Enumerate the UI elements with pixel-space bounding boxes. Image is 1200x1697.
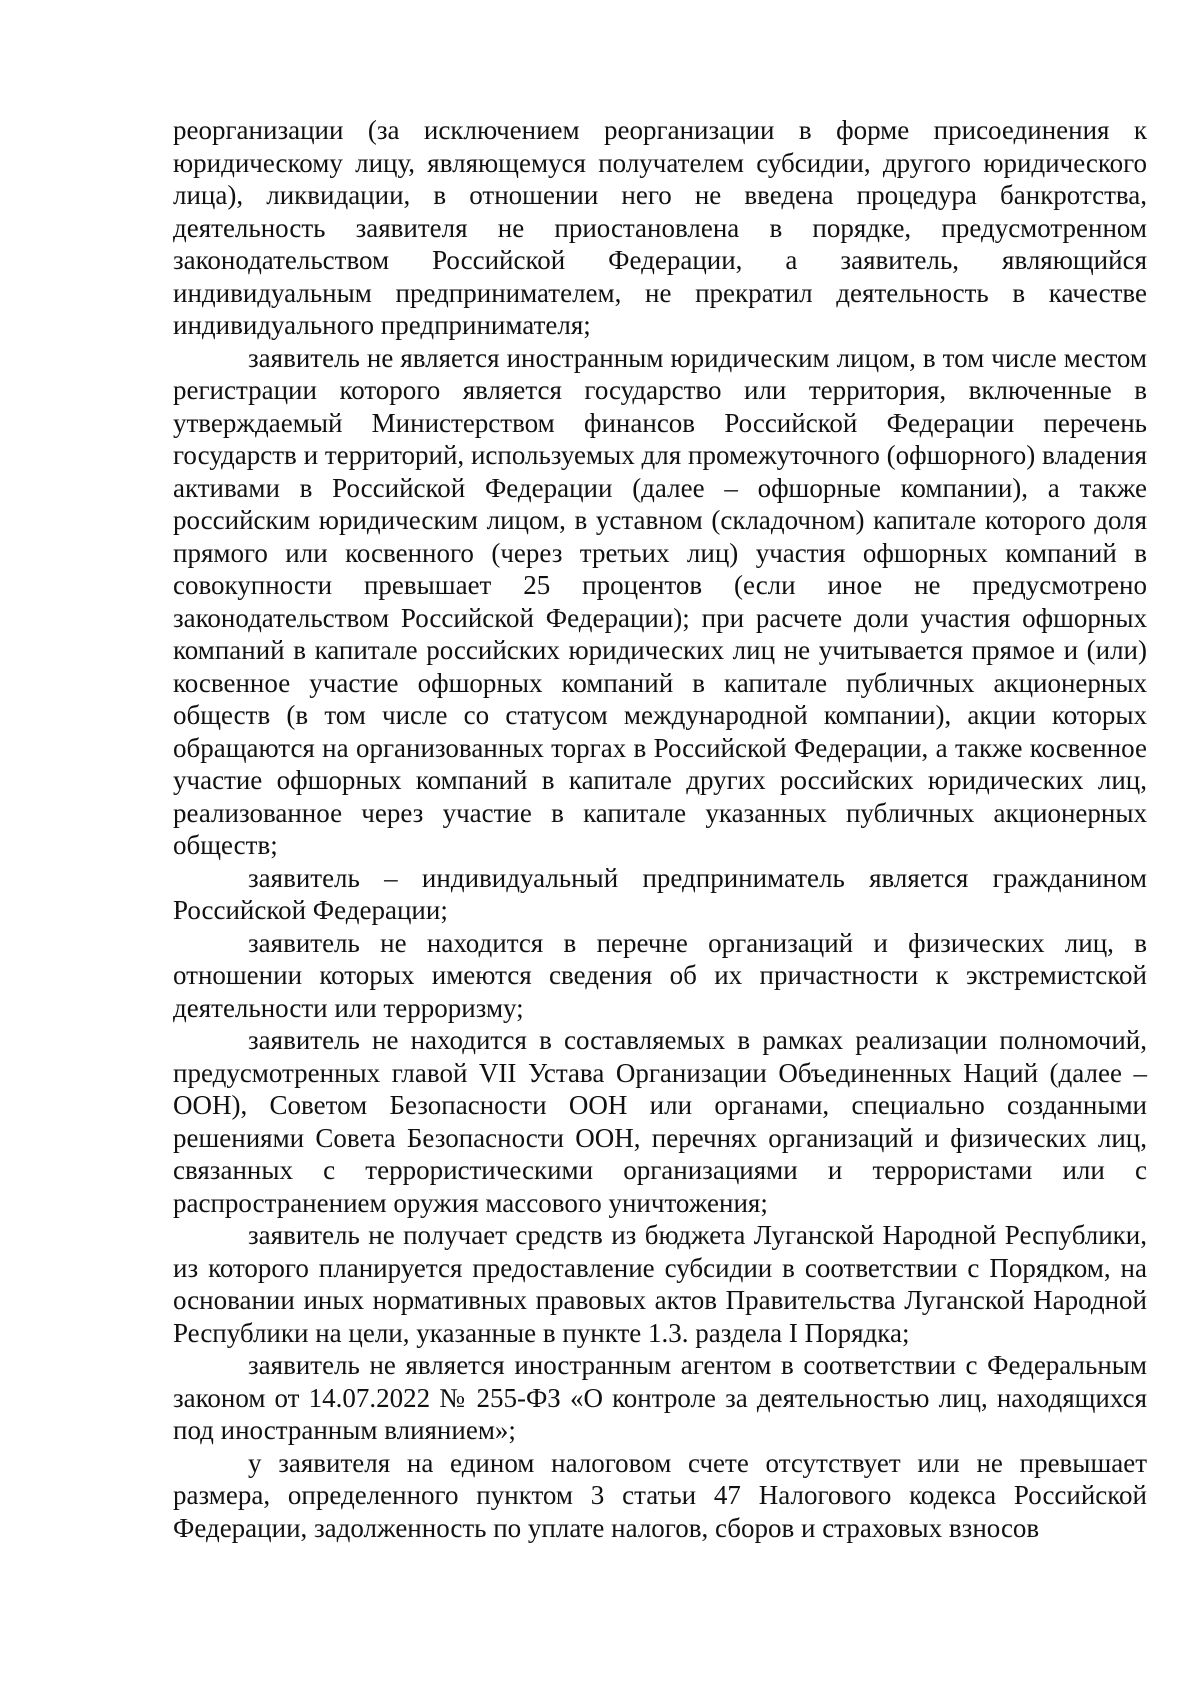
paragraph-reorganization-continuation: реорганизации (за исключением реорганизации в форме присоединения к юридическому лицу, являющемуся получателем субсидии, другого юридического лица), ликвидации, в отношении него не введена процедура банкротства, деятельность заявителя не приостановлена в порядке, предусмотренном законодательством Российской Федерации, а заявитель, являющийся индивидуальным предпринимателем, не прекратил деятельность в качестве индивидуального предпринимателя; — [173, 115, 1147, 340]
paragraph-foreign-agent: заявитель не является иностранным агентом в соответствии с Федеральным законом от 14.07.2022 № 255-ФЗ «О контроле за деятельностью лиц, находящихся под иностранным влиянием»; — [173, 1350, 1147, 1445]
paragraph-tax-debt: у заявителя на едином налоговом счете отсутствует или не превышает размера, определенного пунктом 3 статьи 47 Налогового кодекса Российской Федерации, задолженность по уплате налогов, сборов и страховых взносов — [173, 1447, 1147, 1543]
paragraph-extremism-list: заявитель не находится в перечне организаций и физических лиц, в отношении которых имеются сведения об их причастности к экстремистской деятельности или терроризму; — [173, 927, 1147, 1023]
document-body — [173, 114, 1147, 1544]
paragraph-offshore-companies: заявитель не является иностранным юридическим лицом, в том числе местом регистрации которого является государство или территория, включенные в утверждаемый Министерством финансов Российской Федерации перечень государств и территорий, используемых для промежуточного (офшорного) владения активами в Российской Федерации (далее – офшорные компании), а также российским юридическим лицом, в уставном (складочном) капитале которого доля прямого или косвенного (через третьих лиц) участия офшорных компаний в совокупности превышает 25 процентов (если иное не предусмотрено законодательством Российской Федерации); при расчете доли участия офшорных компаний в капитале российских юридических лиц не учитывается прямое и (или) косвенное участие офшорных компаний в капитале публичных акционерных обществ (в том числе со статусом международной компании), акции которых обращаются на организованных торгах в Российской Федерации, а также косвенное участие офшорных компаний в капитале других российских юридических лиц, реализованное через участие в капитале указанных публичных акционерных обществ; — [173, 342, 1147, 860]
paragraph-budget-funds: заявитель не получает средств из бюджета Луганской Народной Республики, из которого планируется предоставление субсидии в соответствии с Порядком, на основании иных нормативных правовых актов Правительства Луганской Народной Республики на цели, указанные в пункте 1.3. раздела I Порядка; — [173, 1220, 1147, 1348]
paragraph-citizenship: заявитель – индивидуальный предприниматель является гражданином Российской Федерации; — [173, 862, 1147, 925]
paragraph-un-sanctions-list: заявитель не находится в составляемых в рамках реализации полномочий, предусмотренных главой VII Устава Организации Объединенных Наций (далее – ООН), Советом Безопасности ООН или органами, специально созданными решениями Совета Безопасности ООН, перечнях организаций и физических лиц, связанных с террористическими организациями и террористами или с распространением оружия массового уничтожения; — [173, 1025, 1147, 1218]
